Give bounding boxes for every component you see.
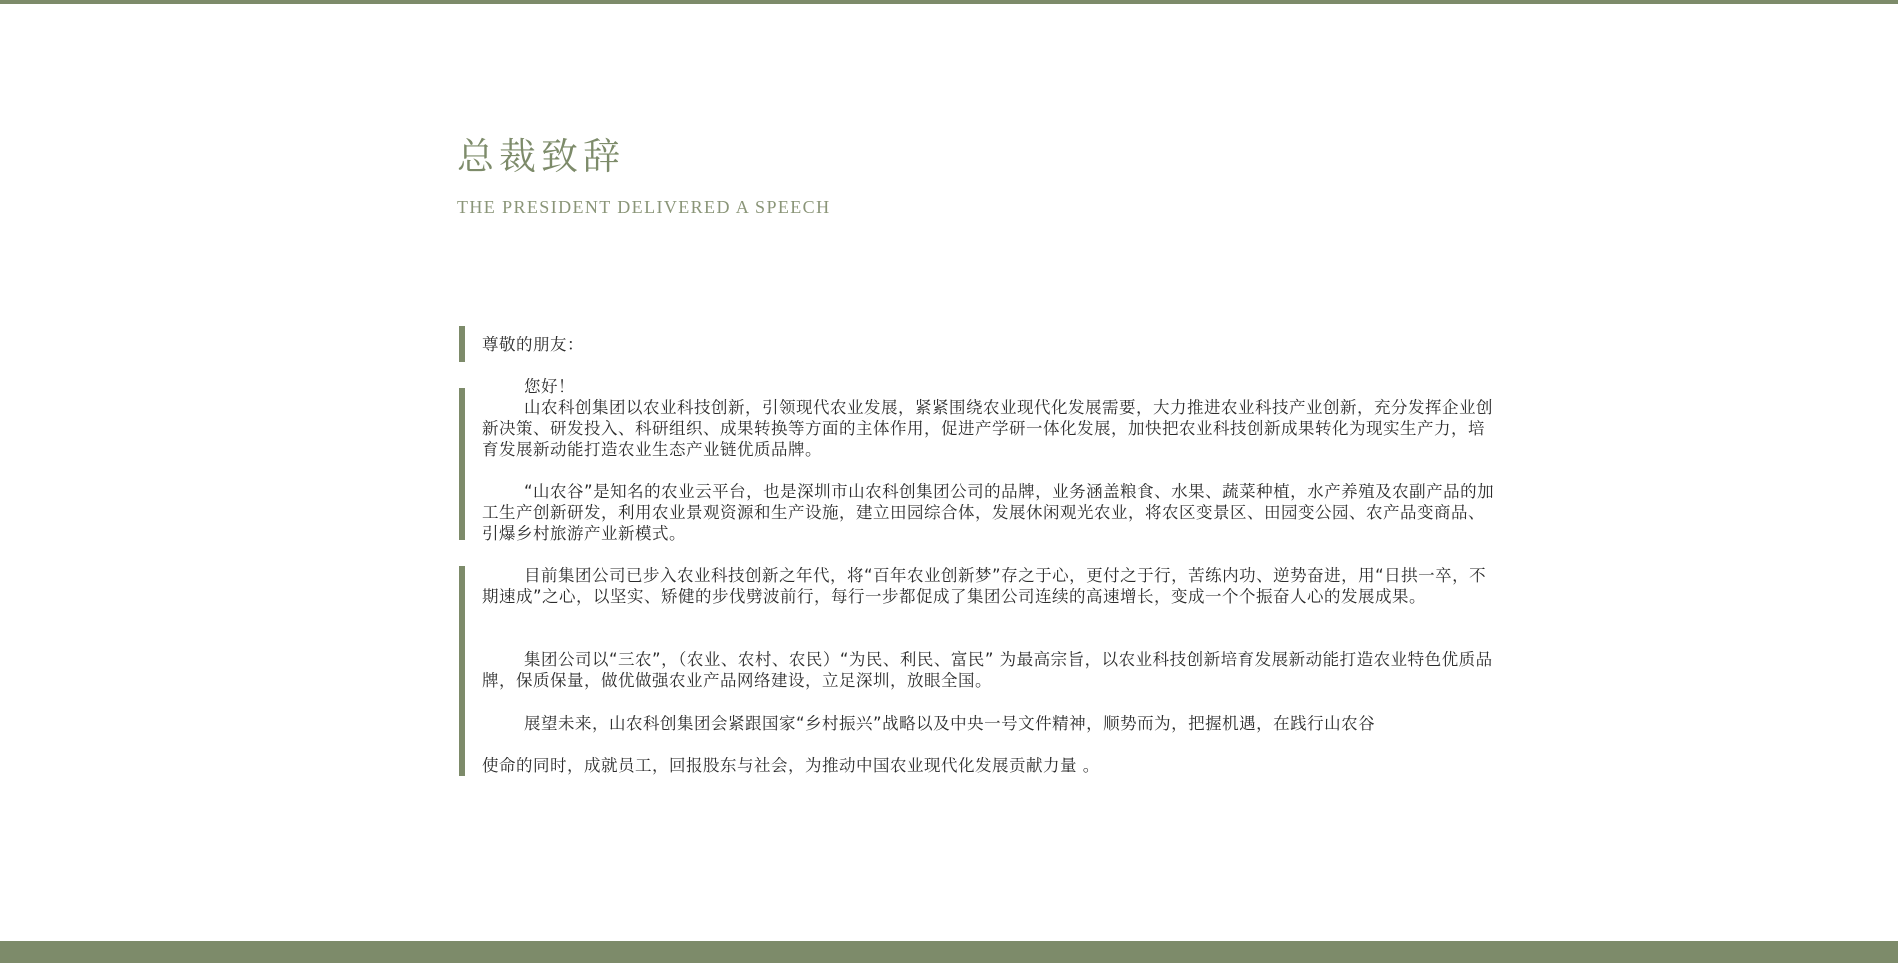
paragraph-5-line-1: 展望未来，山农科创集团会紧跟国家“乡村振兴”战略以及中央一号文件精神，顺势而为，把握机遇，在践行山农谷 xyxy=(524,714,1376,733)
paragraph-5-line-2: 使命的同时，成就员工，回报股东与社会，为推动中国农业现代化发展贡献力量 。 xyxy=(482,756,1100,775)
paragraph-3: 目前集团公司已步入农业科技创新之年代，将“百年农业创新梦”存之于心，更付之于行，苦练内功、逆势奋进，用“日拱一卒，不期速成”之心，以坚实、矫健的步伐劈波前行，每行一步都促成了集团公司连续的高速增长，变成一个个振奋人心的发展成果。 xyxy=(482,566,1487,606)
paragraph-4: 集团公司以“三农”，（农业、农村、农民）“为民、利民、富民” 为最高宗旨，以农业科技创新培育发展新动能打造农业特色优质品牌，保质保量，做优做强农业产品网络建设，立足深圳，放眼全国。 xyxy=(482,650,1493,690)
top-accent-bar xyxy=(0,0,1898,4)
greeting: 您好！ xyxy=(524,377,575,396)
page-subtitle: THE PRESIDENT DELIVERED A SPEECH xyxy=(457,197,831,217)
page-title: 总裁致辞 xyxy=(457,135,625,178)
salutation: 尊敬的朋友： xyxy=(482,335,584,354)
section-accent-bar-1 xyxy=(459,388,465,540)
paragraph-2: “山农谷”是知名的农业云平台，也是深圳市山农科创集团公司的品牌，业务涵盖粮食、水果、蔬菜种植，水产养殖及农副产品的加工生产创新研发，利用农业景观资源和生产设施，建立田园综合体，发展休闲观光农业，将农区变景区、田园变公园、农产品变商品、引爆乡村旅游产业新模式。 xyxy=(482,482,1495,543)
salutation-accent-bar xyxy=(459,326,465,362)
bottom-accent-bar xyxy=(0,941,1898,963)
section-accent-bar-2 xyxy=(459,566,465,776)
paragraph-1: 山农科创集团以农业科技创新，引领现代农业发展，紧紧围绕农业现代化发展需要，大力推进农业科技产业创新，充分发挥企业创新决策、研发投入、科研组织、成果转换等方面的主体作用，促进产学研一体化发展，加快把农业科技创新成果转化为现实生产力，培育发展新动能打造农业生态产业链优质品牌。 xyxy=(482,398,1493,459)
